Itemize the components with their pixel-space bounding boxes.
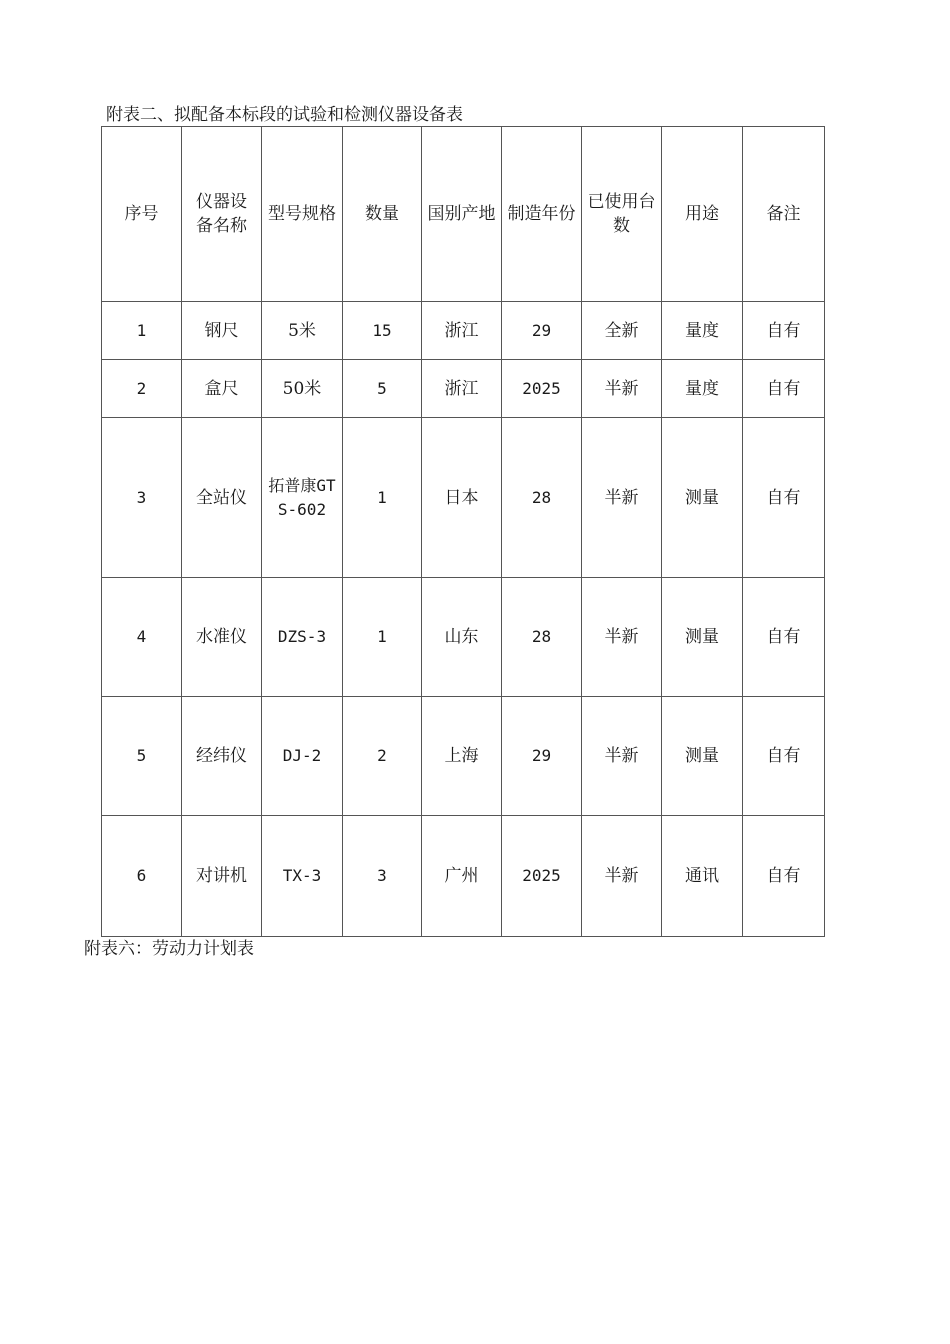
header-cell: 型号规格 [262,127,343,302]
cell-index: 4 [102,578,182,697]
cell-quantity: 5 [343,360,422,418]
cell-note: 自有 [743,418,825,578]
cell-year: 2025 [502,360,582,418]
header-cell: 序号 [102,127,182,302]
cell-origin: 浙江 [422,302,502,360]
cell-index: 2 [102,360,182,418]
header-cell: 用途 [662,127,743,302]
cell-model: 拓普康GTS-602 [262,418,343,578]
table-header-row [102,127,825,302]
cell-model: DJ-2 [262,697,343,816]
cell-name: 盒尺 [182,360,262,418]
cell-usage: 测量 [662,418,743,578]
cell-model: 5米 [262,302,343,360]
cell-year: 28 [502,578,582,697]
cell-quantity: 3 [343,816,422,937]
cell-index: 6 [102,816,182,937]
header-cell: 数量 [343,127,422,302]
cell-note: 自有 [743,697,825,816]
cell-index: 1 [102,302,182,360]
header-cell: 备注 [743,127,825,302]
cell-condition: 半新 [582,816,662,937]
cell-condition: 半新 [582,697,662,816]
table-row [102,697,825,816]
cell-name: 对讲机 [182,816,262,937]
cell-note: 自有 [743,360,825,418]
cell-year: 28 [502,418,582,578]
cell-origin: 上海 [422,697,502,816]
cell-model: 50米 [262,360,343,418]
table-row [102,578,825,697]
cell-usage: 量度 [662,302,743,360]
cell-origin: 浙江 [422,360,502,418]
cell-quantity: 15 [343,302,422,360]
cell-note: 自有 [743,816,825,937]
cell-usage: 量度 [662,360,743,418]
cell-model: TX-3 [262,816,343,937]
table-title: 附表二、拟配备本标段的试验和检测仪器设备表 [106,105,463,125]
header-cell: 仪器设备名称 [182,127,262,302]
cell-condition: 半新 [582,418,662,578]
header-cell: 国别产地 [422,127,502,302]
cell-index: 3 [102,418,182,578]
cell-name: 钢尺 [182,302,262,360]
cell-note: 自有 [743,578,825,697]
equipment-table [101,126,825,937]
cell-usage: 通讯 [662,816,743,937]
header-cell: 已使用台数 [582,127,662,302]
cell-quantity: 1 [343,578,422,697]
cell-note: 自有 [743,302,825,360]
cell-year: 2025 [502,816,582,937]
table-row [102,418,825,578]
cell-condition: 半新 [582,360,662,418]
cell-year: 29 [502,697,582,816]
table-row [102,302,825,360]
cell-name: 全站仪 [182,418,262,578]
cell-usage: 测量 [662,697,743,816]
cell-condition: 全新 [582,302,662,360]
cell-origin: 日本 [422,418,502,578]
cell-quantity: 2 [343,697,422,816]
cell-name: 水准仪 [182,578,262,697]
next-section-title: 附表六：劳动力计划表 [84,939,254,959]
cell-origin: 广州 [422,816,502,937]
cell-name: 经纬仪 [182,697,262,816]
cell-usage: 测量 [662,578,743,697]
table-row [102,816,825,937]
cell-condition: 半新 [582,578,662,697]
cell-year: 29 [502,302,582,360]
cell-model: DZS-3 [262,578,343,697]
table-row [102,360,825,418]
header-cell: 制造年份 [502,127,582,302]
cell-index: 5 [102,697,182,816]
cell-origin: 山东 [422,578,502,697]
cell-quantity: 1 [343,418,422,578]
